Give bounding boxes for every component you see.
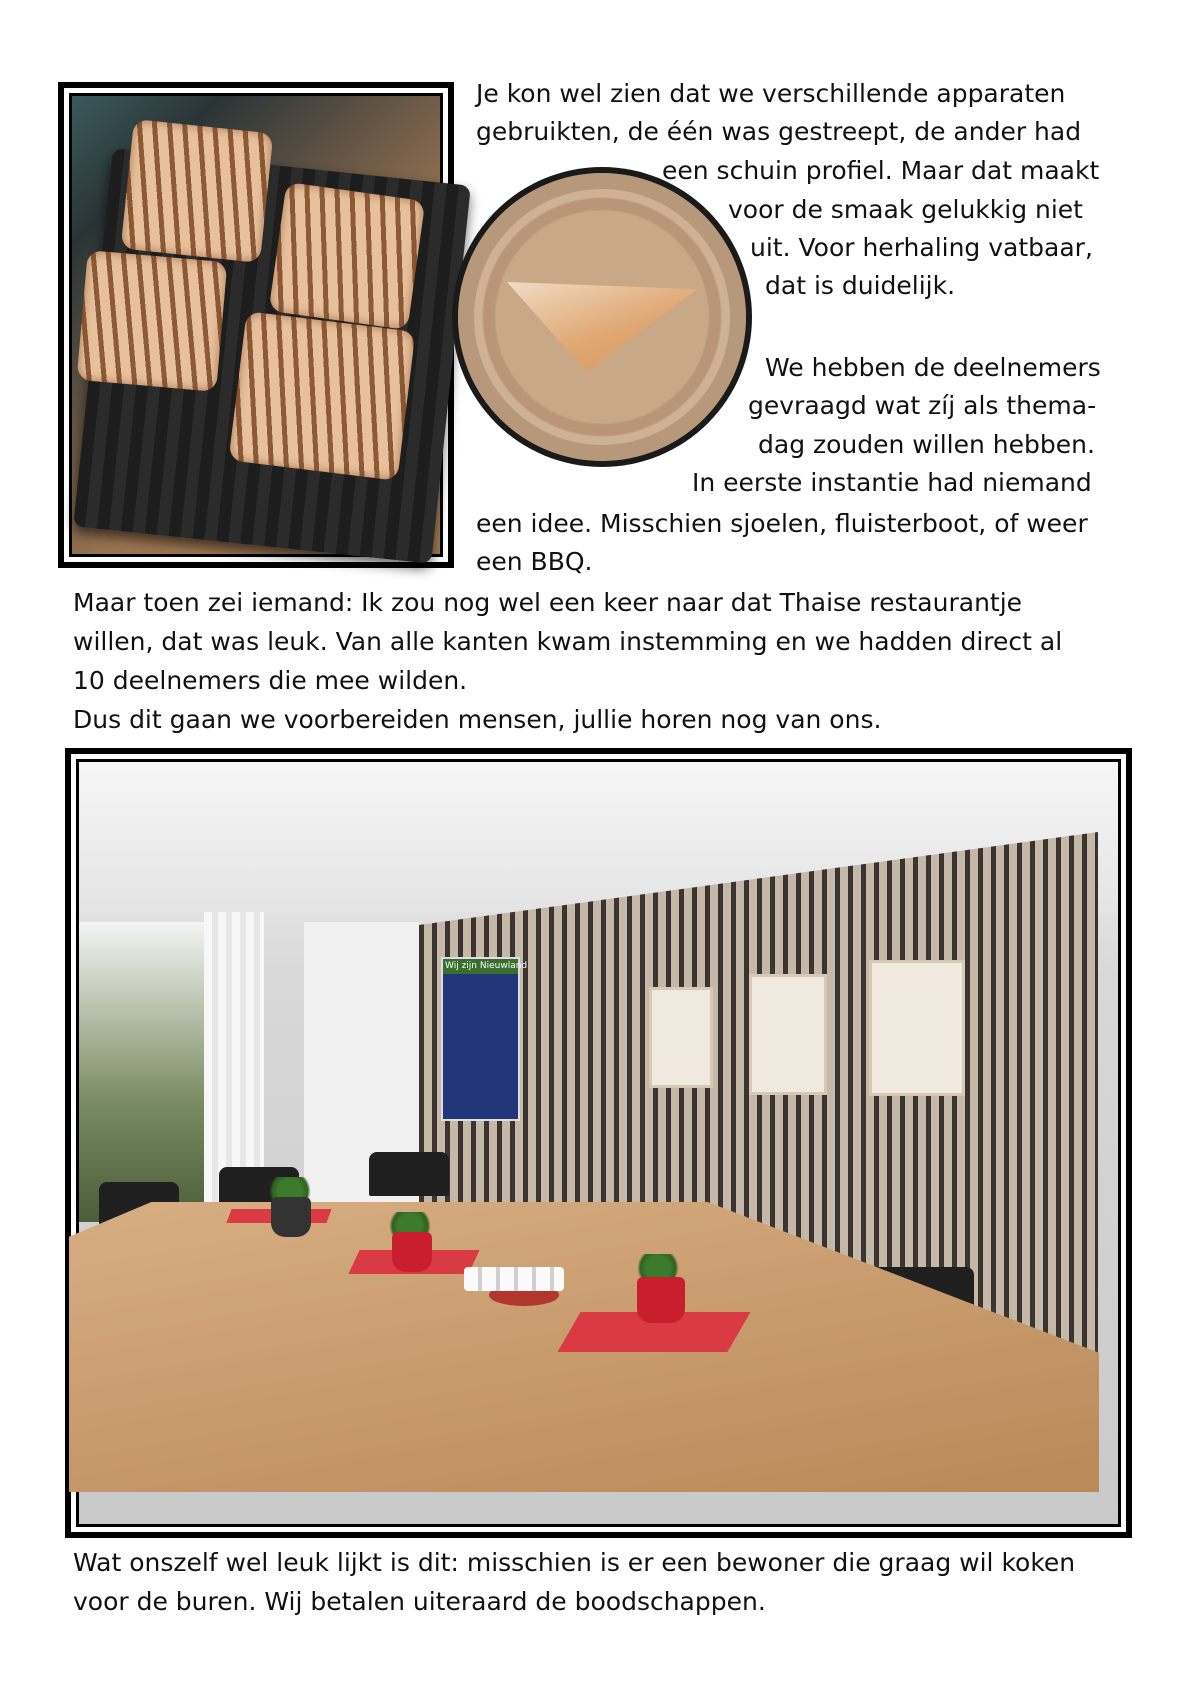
text-line: gebruikten, de één was gestreept, de ander had bbox=[476, 117, 1082, 146]
toast-slice bbox=[77, 250, 228, 392]
text-line: Je kon wel zien dat we verschillende apparaten bbox=[476, 79, 1066, 108]
flower-pot bbox=[271, 1197, 311, 1237]
chair bbox=[369, 1152, 449, 1196]
text-line: een idee. Misschien sjoelen, fluisterboot, of weer bbox=[476, 509, 1088, 538]
text-line: een schuin profiel. Maar dat maakt bbox=[662, 156, 1100, 185]
text-line: In eerste instantie had niemand bbox=[692, 468, 1092, 497]
toast-slice bbox=[228, 311, 415, 481]
text-line: een BBQ. bbox=[476, 547, 593, 576]
flower-pot bbox=[392, 1232, 432, 1272]
grill-photo-frame bbox=[58, 82, 454, 568]
plate-photo bbox=[452, 167, 752, 467]
wall-art bbox=[749, 974, 827, 1095]
text-line: Wat onszelf wel leuk lijkt is dit: misschien is er een bewoner die graag wil koken bbox=[73, 1548, 1076, 1577]
poster-title: Wij zijn Nieuwland bbox=[443, 959, 518, 974]
meeting-room-photo bbox=[76, 759, 1121, 1527]
text-line: We hebben de deelnemers bbox=[765, 353, 1101, 382]
flower-pot bbox=[637, 1277, 685, 1323]
text-line: voor de smaak gelukkig niet bbox=[728, 195, 1083, 224]
text-line: dat is duidelijk. bbox=[765, 271, 956, 300]
window bbox=[79, 922, 215, 1222]
text-line: uit. Voor herhaling vatbaar, bbox=[750, 233, 1093, 262]
text-line: 10 deelnemers die mee wilden. bbox=[73, 666, 468, 695]
poster bbox=[441, 957, 528, 1121]
text-line: Dus dit gaan we voorbereiden mensen, jullie horen nog van ons. bbox=[73, 705, 882, 734]
meeting-room-photo-frame bbox=[65, 748, 1132, 1538]
text-line: willen, dat was leuk. Van alle kanten kwam instemming en we hadden direct al bbox=[73, 627, 1063, 656]
grill-photo bbox=[69, 93, 443, 557]
wall-art bbox=[869, 960, 965, 1096]
text-line: Maar toen zei iemand: Ik zou nog wel een keer naar dat Thaise restaurantje bbox=[73, 588, 1023, 617]
cups bbox=[464, 1267, 564, 1291]
wall-art bbox=[649, 987, 713, 1088]
text-line: voor de buren. Wij betalen uiteraard de boodschappen. bbox=[73, 1587, 766, 1616]
toast-slice bbox=[269, 182, 426, 330]
text-line: dag zouden willen hebben. bbox=[758, 430, 1095, 459]
toast-slice bbox=[121, 119, 274, 263]
text-line: gevraagd wat zíj als thema- bbox=[748, 391, 1097, 420]
